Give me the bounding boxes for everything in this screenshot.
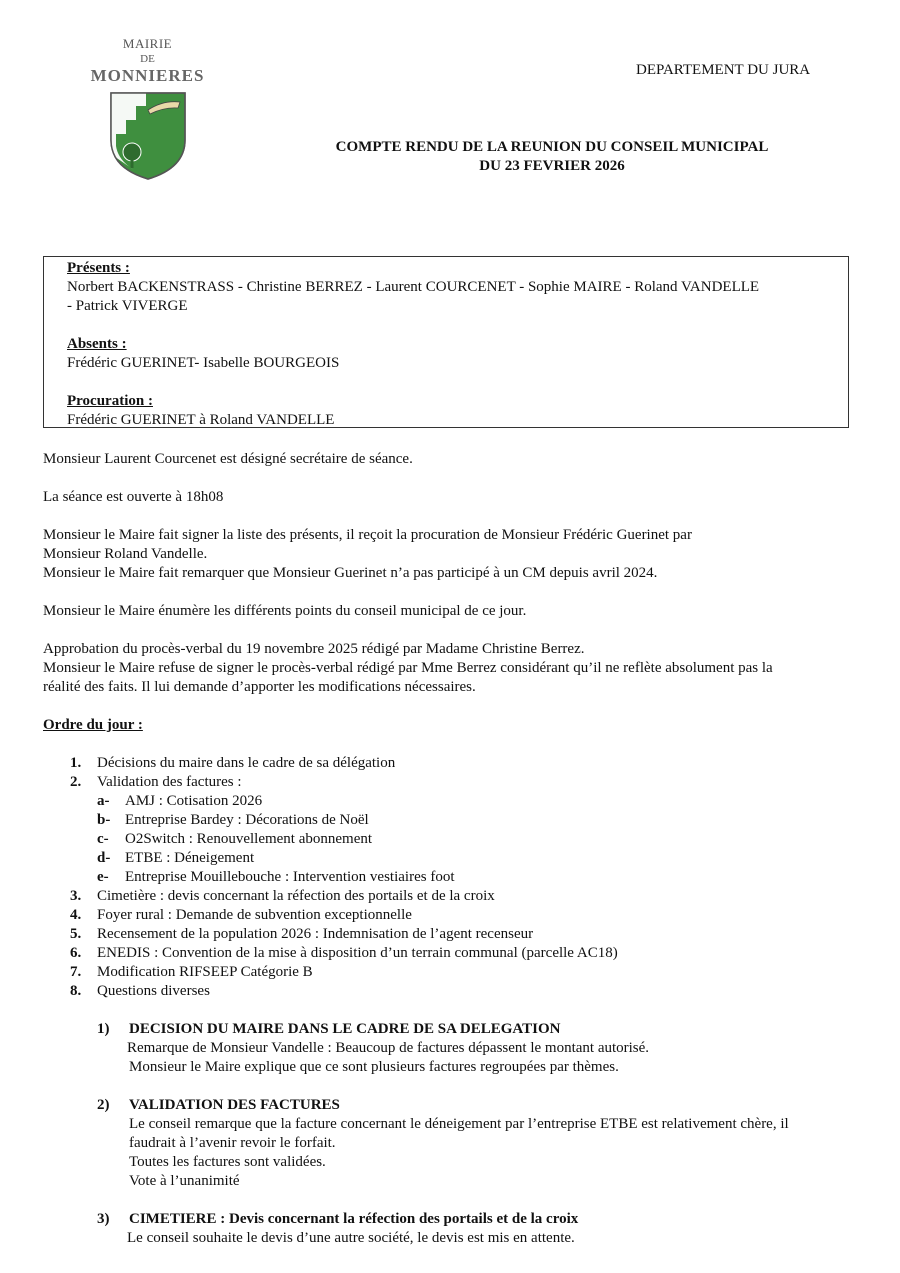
proxy-label: Procuration : bbox=[67, 393, 153, 409]
section-heading: 3) CIMETIERE : Devis concernant la réfection des portails et de la croix bbox=[97, 1211, 579, 1227]
agenda-list bbox=[70, 754, 863, 1001]
section-3 bbox=[97, 1210, 863, 1248]
department-header: DEPARTEMENT DU JURA bbox=[636, 62, 811, 78]
secretary-paragraph: Monsieur Laurent Courcenet est désigné secrétaire de séance. bbox=[43, 451, 413, 467]
present-names-line1: Norbert BACKENSTRASS - Christine BERREZ - Laurent COURCENET - Sophie MAIRE - Roland VANDELLE bbox=[67, 279, 760, 295]
points-paragraph: Monsieur le Maire énumère les différents points du conseil municipal de ce jour. bbox=[43, 603, 527, 619]
pv-line2: Monsieur le Maire refuse de signer le procès-verbal rédigé par Mme Berrez considérant qu’il ne reflète absolument pas la bbox=[43, 660, 773, 676]
agenda-item: 5. Recensement de la population 2026 : Indemnisation de l’agent recenseur bbox=[70, 926, 534, 942]
section-2 bbox=[97, 1096, 863, 1191]
proxy-paragraph bbox=[43, 526, 863, 583]
section-line: faudrait à l’avenir revoir le forfait. bbox=[129, 1135, 336, 1151]
proxy-paragraph-line1: Monsieur le Maire fait signer la liste des présents, il reçoit la procuration de Monsieur Frédéric Guerinet par bbox=[43, 527, 692, 543]
section-heading: 1) DECISION DU MAIRE DANS LE CADRE DE SA DELEGATION bbox=[97, 1021, 561, 1037]
agenda-item: 8. Questions diverses bbox=[70, 983, 210, 999]
minutes-body bbox=[43, 450, 863, 1267]
logo-line-de: DE bbox=[140, 53, 155, 65]
agenda-sub-item: b- Entreprise Bardey : Décorations de Noël bbox=[97, 812, 369, 828]
agenda-item: 6. ENEDIS : Convention de la mise à disposition d’un terrain communal (parcelle AC18) bbox=[70, 945, 618, 961]
agenda-item: 7. Modification RIFSEEP Catégorie B bbox=[70, 964, 313, 980]
section-line: Le conseil remarque que la facture concernant le déneigement par l’entreprise ETBE est relativement chère, il bbox=[129, 1116, 789, 1132]
agenda-item: 2. Validation des factures : bbox=[70, 774, 242, 790]
present-label: Présents : bbox=[67, 260, 130, 276]
agenda-sub-item: d- ETBE : Déneigement bbox=[97, 850, 255, 866]
agenda-item: 4. Foyer rural : Demande de subvention exceptionnelle bbox=[70, 907, 412, 923]
section-heading: 2) VALIDATION DES FACTURES bbox=[97, 1097, 340, 1113]
proxy-names: Frédéric GUERINET à Roland VANDELLE bbox=[67, 412, 335, 428]
absent-label: Absents : bbox=[67, 336, 127, 352]
section-line: Le conseil souhaite le devis d’une autre société, le devis est mis en attente. bbox=[127, 1230, 575, 1246]
opening-paragraph: La séance est ouverte à 18h08 bbox=[43, 489, 224, 505]
agenda-sub-item: c- O2Switch : Renouvellement abonnement bbox=[97, 831, 373, 847]
title-line-2: DU 23 FEVRIER 2026 bbox=[479, 158, 625, 174]
proxy-paragraph-line3: Monsieur le Maire fait remarquer que Monsieur Guerinet n’a pas participé à un CM depuis avril 2024. bbox=[43, 565, 658, 581]
agenda-item: 1. Décisions du maire dans le cadre de sa délégation bbox=[70, 755, 396, 771]
document-title bbox=[260, 138, 844, 176]
present-names-line2: - Patrick VIVERGE bbox=[67, 298, 188, 314]
section-line: Toutes les factures sont validées. bbox=[129, 1154, 326, 1170]
pv-line1: Approbation du procès-verbal du 19 novembre 2025 rédigé par Madame Christine Berrez. bbox=[43, 641, 585, 657]
agenda-heading: Ordre du jour : bbox=[43, 717, 143, 733]
absent-names: Frédéric GUERINET- Isabelle BOURGEOIS bbox=[67, 355, 340, 371]
pv-paragraph bbox=[43, 640, 863, 697]
attendance-box bbox=[43, 256, 849, 428]
coat-of-arms-icon bbox=[108, 90, 188, 182]
section-line: Monsieur le Maire explique que ce sont plusieurs factures regroupées par thèmes. bbox=[129, 1059, 619, 1075]
section-1 bbox=[97, 1020, 863, 1077]
agenda-sub-item: e- Entreprise Mouillebouche : Intervention vestiaires foot bbox=[97, 869, 455, 885]
logo-line-monnieres: MONNIERES bbox=[90, 66, 205, 85]
proxy-paragraph-line2: Monsieur Roland Vandelle. bbox=[43, 546, 208, 562]
section-line: Vote à l’unanimité bbox=[129, 1173, 240, 1189]
town-logo bbox=[80, 36, 215, 188]
section-line: Remarque de Monsieur Vandelle : Beaucoup de factures dépassent le montant autorisé. bbox=[127, 1040, 650, 1056]
agenda-sub-item: a- AMJ : Cotisation 2026 bbox=[97, 793, 263, 809]
agenda-item: 3. Cimetière : devis concernant la réfection des portails et de la croix bbox=[70, 888, 495, 904]
title-line-1: COMPTE RENDU DE LA REUNION DU CONSEIL MUNICIPAL bbox=[335, 139, 769, 155]
pv-line3: réalité des faits. Il lui demande d’apporter les modifications nécessaires. bbox=[43, 679, 476, 695]
logo-line-mairie: MAIRIE bbox=[122, 36, 173, 51]
